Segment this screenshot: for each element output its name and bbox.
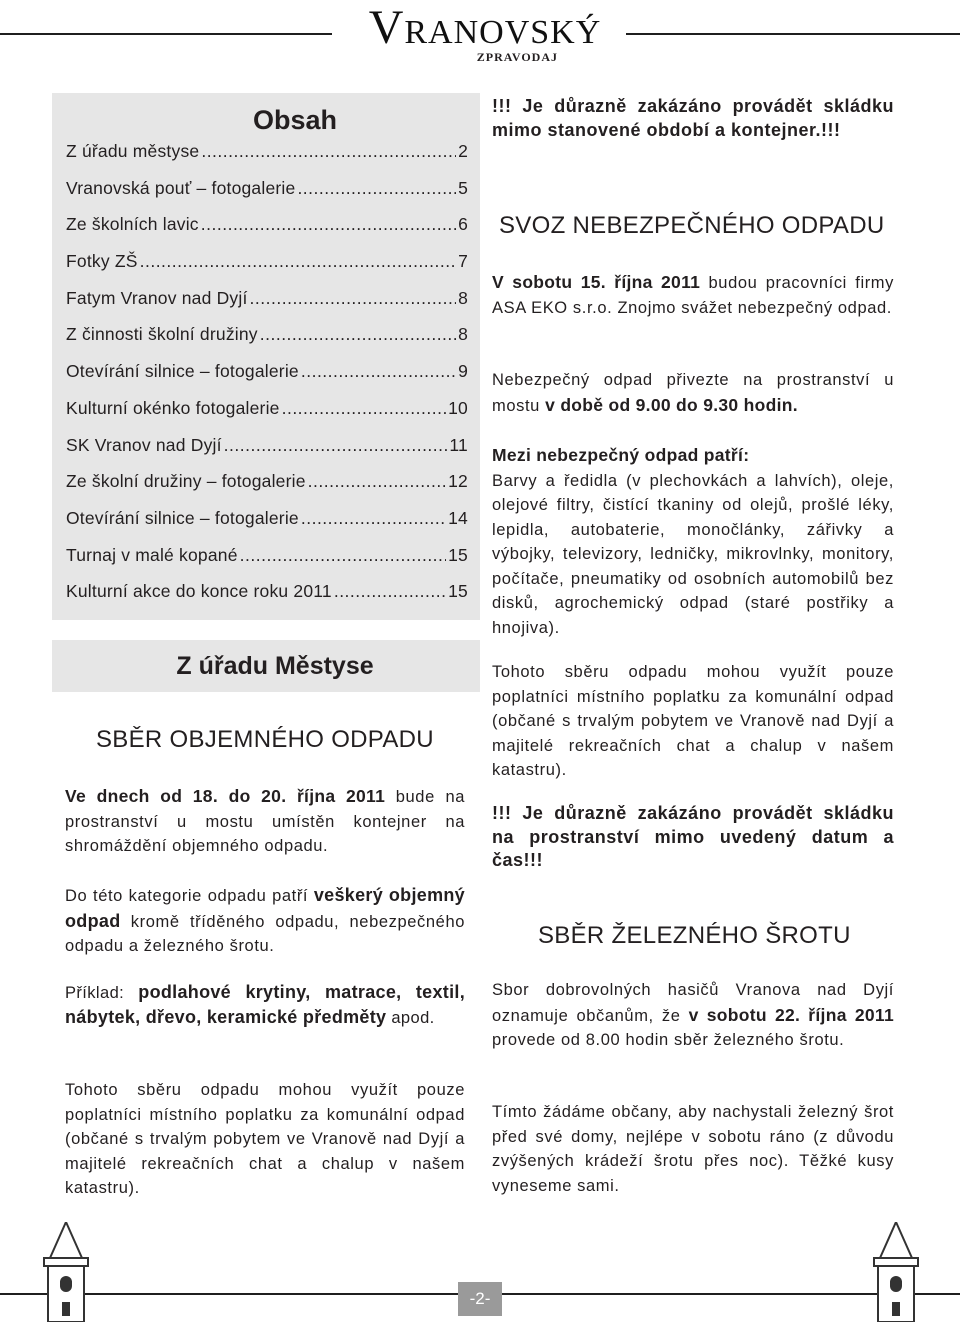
toc-item-leader xyxy=(140,251,456,272)
toc-item-leader xyxy=(334,581,446,602)
section-title-band xyxy=(52,640,480,692)
toc-item-page: 11 xyxy=(449,434,468,455)
toc-item-leader xyxy=(240,545,446,566)
hazardous-date-text: budou pracovníci firmy ASA EKO s.r.o. Znojmo svážet nebezpečný odpad. xyxy=(492,274,895,317)
toc-item[interactable] xyxy=(66,178,468,215)
tower-left-icon xyxy=(36,1222,96,1322)
toc-list xyxy=(66,141,468,618)
toc-item[interactable] xyxy=(66,435,468,472)
category-text-b: kromě tříděného odpadu, nebezpečného odpadu a železného šrotu. xyxy=(65,912,465,955)
tower-right-icon xyxy=(866,1222,926,1322)
hazardous-list-title: Mezi nebezpečný odpad patří: xyxy=(492,445,750,465)
toc-title: Obsah xyxy=(252,105,338,135)
toc-item-page: 14 xyxy=(448,507,468,528)
paragraph-hazardous-place xyxy=(492,368,894,418)
toc-item[interactable] xyxy=(66,214,468,251)
toc-item-page: 15 xyxy=(448,544,468,565)
toc-item-label: Vranovská pouť – fotogalerie xyxy=(66,177,296,198)
toc-item-leader xyxy=(201,141,456,162)
toc-item-label: Z úřadu městyse xyxy=(66,141,200,161)
toc-item-page: 10 xyxy=(448,397,468,418)
toc-item-page: 12 xyxy=(448,471,468,492)
header-rule-right xyxy=(626,33,960,35)
toc-item-page: 9 xyxy=(458,361,468,382)
hazardous-place-text: Nebezpečný odpad přivezte na prostranství u mostu xyxy=(492,371,894,415)
toc-item[interactable] xyxy=(66,361,468,398)
section-title: Z úřadu Městyse xyxy=(176,651,374,680)
toc-item-label: Z činnosti školní družiny xyxy=(66,324,258,345)
scrap-date: v sobotu 22. října 2011 xyxy=(688,1004,894,1025)
paragraph-eligibility-left: Tohoto sběru odpadu mohou využít pouze poplatníci místního poplatku za komunální odpad (občané s trvalým pobytem ve Vranově nad Dyjí a majitelé rekreačních chat a chalup v našem katastru). xyxy=(65,1081,465,1197)
example-items: podlahové krytiny, matrace, textil, nábytek, dřevo, keramické předměty xyxy=(65,982,466,1027)
masthead-subtitle: ZPRAVODAJ xyxy=(476,50,558,64)
toc-item-leader xyxy=(301,508,446,529)
toc-item[interactable] xyxy=(66,251,468,288)
heading-scrap-metal: SBĚR ŽELEZNÉHO ŠROTU xyxy=(538,922,851,949)
hazardous-date: V sobotu 15. října 2011 xyxy=(492,272,701,292)
warning-top: !!! Je důrazně zakázáno provádět skládku mimo stanovené období a kontejner.!!! xyxy=(492,96,894,140)
toc-item-label: Fatym Vranov nad Dyjí xyxy=(66,287,248,308)
toc-item-page: 5 xyxy=(458,177,468,198)
heading-hazardous-waste: SVOZ NEBEZPEČNÉHO ODPADU xyxy=(499,212,885,239)
toc-item-label: Ze školní družiny – fotogalerie xyxy=(66,471,306,492)
toc-item[interactable] xyxy=(66,324,468,361)
toc-item[interactable] xyxy=(66,508,468,545)
hazardous-time: v době od 9.00 do 9.30 hodin. xyxy=(545,394,798,415)
toc-item[interactable] xyxy=(66,288,468,325)
page-number: -2- xyxy=(458,1282,502,1316)
scrap-date-text-a: Sbor dobrovolných hasičů Vranova nad Dyjí oznamuje občanům, že xyxy=(492,981,894,1025)
toc-item-label: Kulturní okénko fotogalerie xyxy=(66,397,280,418)
masthead-title: Vranovský xyxy=(368,1,602,54)
toc-item[interactable] xyxy=(66,141,468,178)
toc-item-label: Fotky ZŠ xyxy=(66,251,138,272)
paragraph-scrap-request: Tímto žádáme občany, aby nachystali železný šrot před své domy, nejlépe v sobotu ráno (z důvodu zvýšených krádeží šrotu přes noc). Těžké kusy vyneseme sami. xyxy=(492,1103,894,1195)
toc-item-page: 2 xyxy=(458,141,468,161)
paragraph-example xyxy=(65,981,465,1030)
toc-item-page: 8 xyxy=(458,287,468,308)
toc-item-leader xyxy=(260,324,456,345)
toc-item-leader xyxy=(308,471,446,492)
category-bold: veškerý objemný odpad xyxy=(65,885,465,931)
header-rule-left xyxy=(0,33,332,35)
toc-item-leader xyxy=(297,178,456,199)
hazardous-list-text: Barvy a ředidla (v plechovkách a lahvích), oleje, olejové filtry, čistící tkaniny od olejů, prošlé léky, lepidla, autobaterie, monočlánky, zářivky a výbojky, televizory, ledničky, mikrovlnky, monitory, počítače, pneumatiky od osobních automobilů bez disků, agrochemický odpad (staré postřiky a hnojiva). xyxy=(492,471,894,637)
toc-item-label: Otevírání silnice – fotogalerie xyxy=(66,507,299,528)
toc-item-label: SK Vranov nad Dyjí xyxy=(66,434,222,455)
toc-item-leader xyxy=(224,435,448,456)
collection-dates: Ve dnech od 18. do 20. října 2011 xyxy=(65,786,386,806)
toc-item-leader xyxy=(301,361,456,382)
toc-item-label: Otevírání silnice – fotogalerie xyxy=(66,361,299,382)
paragraph-category xyxy=(65,883,465,959)
heading-bulky-waste: SBĚR OBJEMNÉHO ODPADU xyxy=(96,726,434,753)
toc-item[interactable] xyxy=(66,398,468,435)
category-text-a: Do této kategorie odpadu patří xyxy=(65,887,314,905)
toc-item[interactable] xyxy=(66,471,468,508)
collection-dates-text: bude na prostranství u mostu umístěn kontejner na shromáždění objemného odpadu. xyxy=(65,788,465,855)
warning-bottom: !!! Je důrazně zakázáno provádět skládku na prostranství mimo uvedený datum a čas!!! xyxy=(492,803,894,870)
toc-item-label: Turnaj v malé kopané xyxy=(66,544,238,565)
paragraph-eligibility-right: Tohoto sběru odpadu mohou využít pouze poplatníci místního poplatku za komunální odpad (občané s trvalým pobytem ve Vranově nad Dyjí a majitelé rekreačních chat a chalup v našem katastru). xyxy=(492,663,894,779)
toc-item[interactable] xyxy=(66,545,468,582)
toc-item-label: Ze školních lavic xyxy=(66,214,199,235)
toc-item-page: 6 xyxy=(458,214,468,235)
scrap-date-text-b: provede od 8.00 hodin sběr železného šrotu. xyxy=(492,1031,845,1049)
table-of-contents xyxy=(52,93,480,620)
paragraph-hazardous-date xyxy=(492,270,894,320)
paragraph-collection-dates xyxy=(65,784,465,859)
toc-item[interactable] xyxy=(66,581,468,618)
paragraph-scrap-date xyxy=(492,978,894,1053)
toc-item-page: 7 xyxy=(458,251,468,272)
paragraph-hazardous-list xyxy=(492,443,894,640)
toc-item-page: 15 xyxy=(448,581,468,602)
toc-item-leader xyxy=(282,398,447,419)
toc-item-page: 8 xyxy=(458,324,468,345)
example-end: apod. xyxy=(386,1008,435,1027)
masthead xyxy=(340,2,630,65)
toc-item-leader xyxy=(201,214,456,235)
toc-item-leader xyxy=(250,288,457,309)
toc-item-label: Kulturní akce do konce roku 2011 xyxy=(66,581,332,602)
example-label: Příklad: xyxy=(65,984,139,1002)
